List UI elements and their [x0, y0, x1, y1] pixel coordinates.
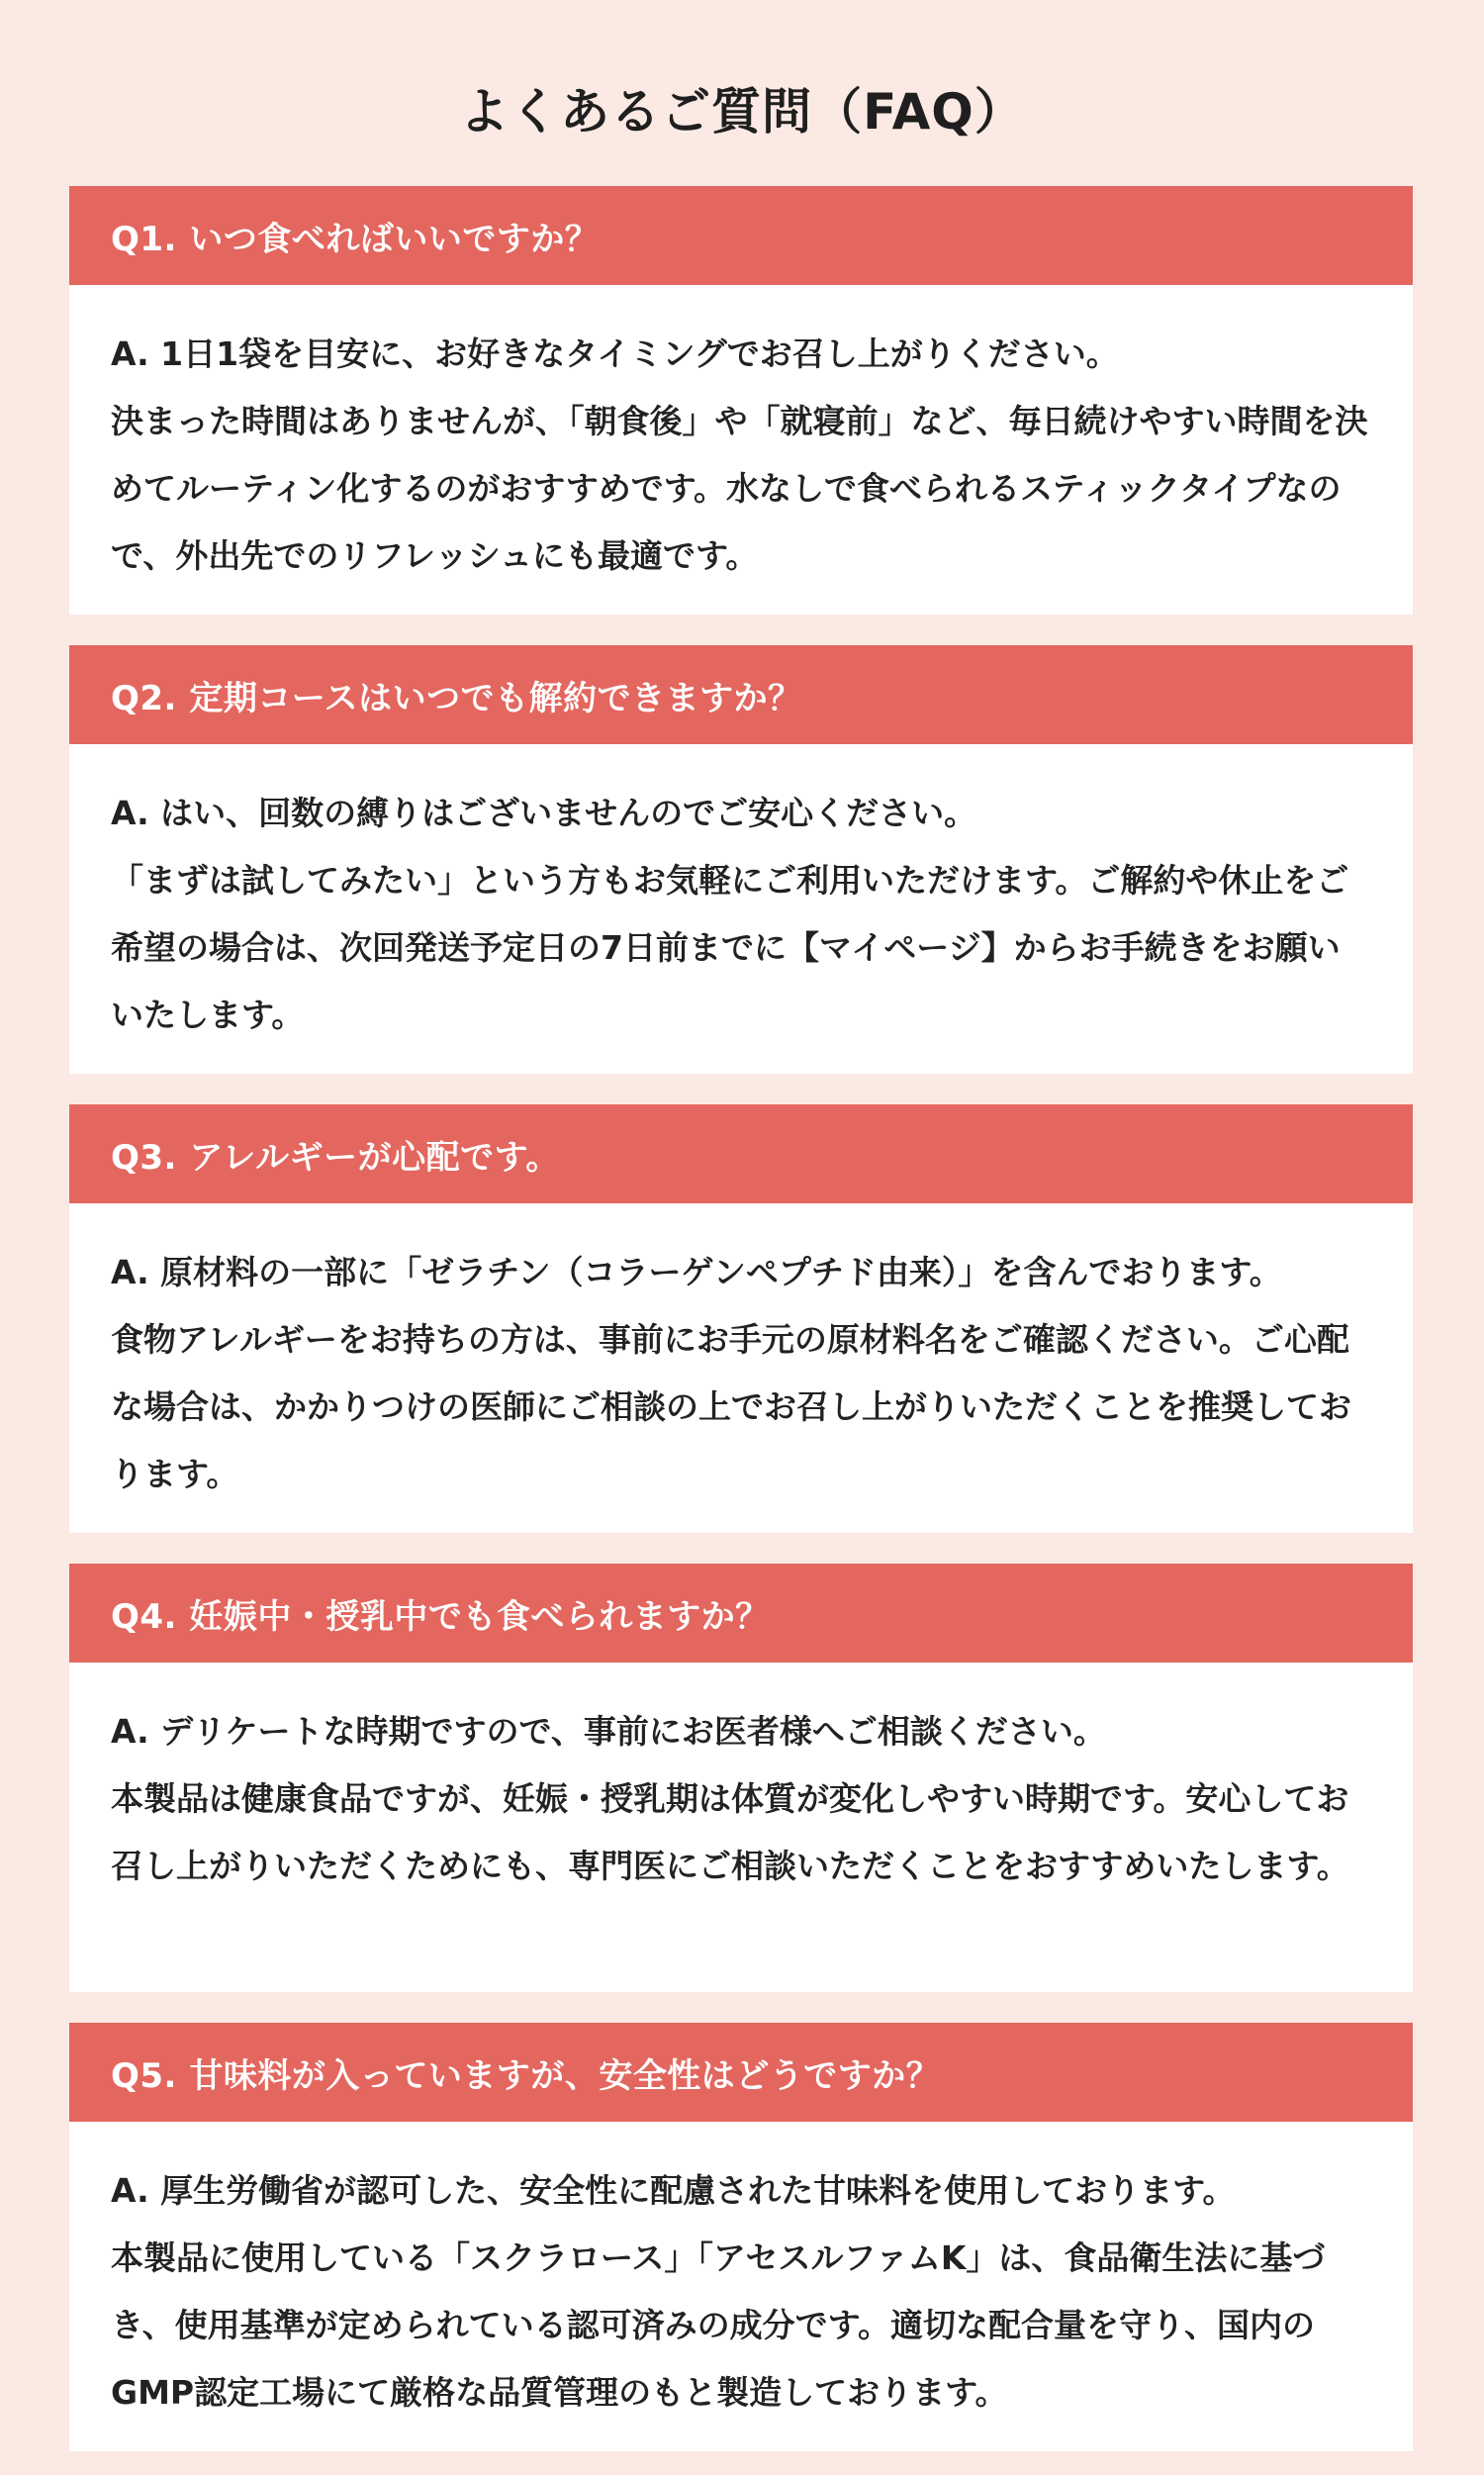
- faq-answer-2: [69, 744, 1413, 1074]
- faq-answer-body-3: 食物アレルギーをお持ちの方は、事前にお手元の原材料名をご確認ください。ご心配な場合は、かかりつけの医師にご相談の上でお召し上がりいただくことを推奨しております。: [111, 1320, 1351, 1493]
- faq-question-5: Q5. 甘味料が入っていますが、安全性はどうですか？: [69, 2023, 1413, 2122]
- faq-answer-body-1: 決まった時間はありませんが、「朝食後」や「就寝前」など、毎日続けやすい時間を決めてルーティン化するのがおすすめです。水なしで食べられるスティックタイプなので、外出先でのリフレッシュにも最適です。: [111, 402, 1368, 575]
- faq-answer-lead-3: A. 原材料の一部に「ゼラチン（コラーゲンペプチド由来）」を含んでおります。: [111, 1253, 1282, 1291]
- faq-answer-body-4: 本製品は健康食品ですが、妊娠・授乳期は体質が変化しやすい時期です。安心してお召し上がりいただくためにも、専門医にご相談いただくことをおすすめいたします。: [111, 1779, 1349, 1885]
- faq-item-1: [69, 186, 1413, 615]
- faq-question-4: Q4. 妊娠中・授乳中でも食べられますか？: [69, 1564, 1413, 1663]
- faq-item-2: [69, 645, 1413, 1074]
- faq-answer-lead-1: A. 1日1袋を目安に、お好きなタイミングでお召し上がりください。: [111, 334, 1119, 373]
- faq-answer-3: [69, 1203, 1413, 1533]
- faq-answer-body-5: 本製品に使用している「スクラロース」「アセスルファムK」は、食品衛生法に基づき、使用基準が定められている認可済みの成分です。適切な配合量を守り、国内のGMP認定工場にて厳格な品質管理のもと製造しております。: [111, 2238, 1326, 2412]
- faq-item-3: [69, 1104, 1413, 1533]
- faq-answer-5: [69, 2122, 1413, 2451]
- faq-question-3: Q3. アレルギーが心配です。: [69, 1104, 1413, 1203]
- faq-answer-lead-4: A. デリケートな時期ですので、事前にお医者様へご相談ください。: [111, 1712, 1106, 1751]
- faq-question-2: Q2. 定期コースはいつでも解約できますか？: [69, 645, 1413, 744]
- faq-answer-lead-5: A. 厚生労働省が認可した、安全性に配慮された甘味料を使用しております。: [111, 2171, 1236, 2210]
- faq-item-5: [69, 2023, 1413, 2451]
- faq-question-1: Q1. いつ食べればいいですか？: [69, 186, 1413, 285]
- faq-answer-1: [69, 285, 1413, 615]
- faq-answer-4: [69, 1663, 1413, 1992]
- page-title: よくあるご質問（FAQ）: [459, 83, 1025, 141]
- faq-answer-lead-2: A. はい、回数の縛りはございませんのでご安心ください。: [111, 794, 977, 832]
- faq-item-4: [69, 1564, 1413, 1992]
- faq-answer-body-2: 「まずは試してみたい」という方もお気軽にご利用いただけます。ご解約や休止をご希望の場合は、次回発送予定日の7日前までに【マイページ】からお手続きをお願いいたします。: [111, 861, 1349, 1034]
